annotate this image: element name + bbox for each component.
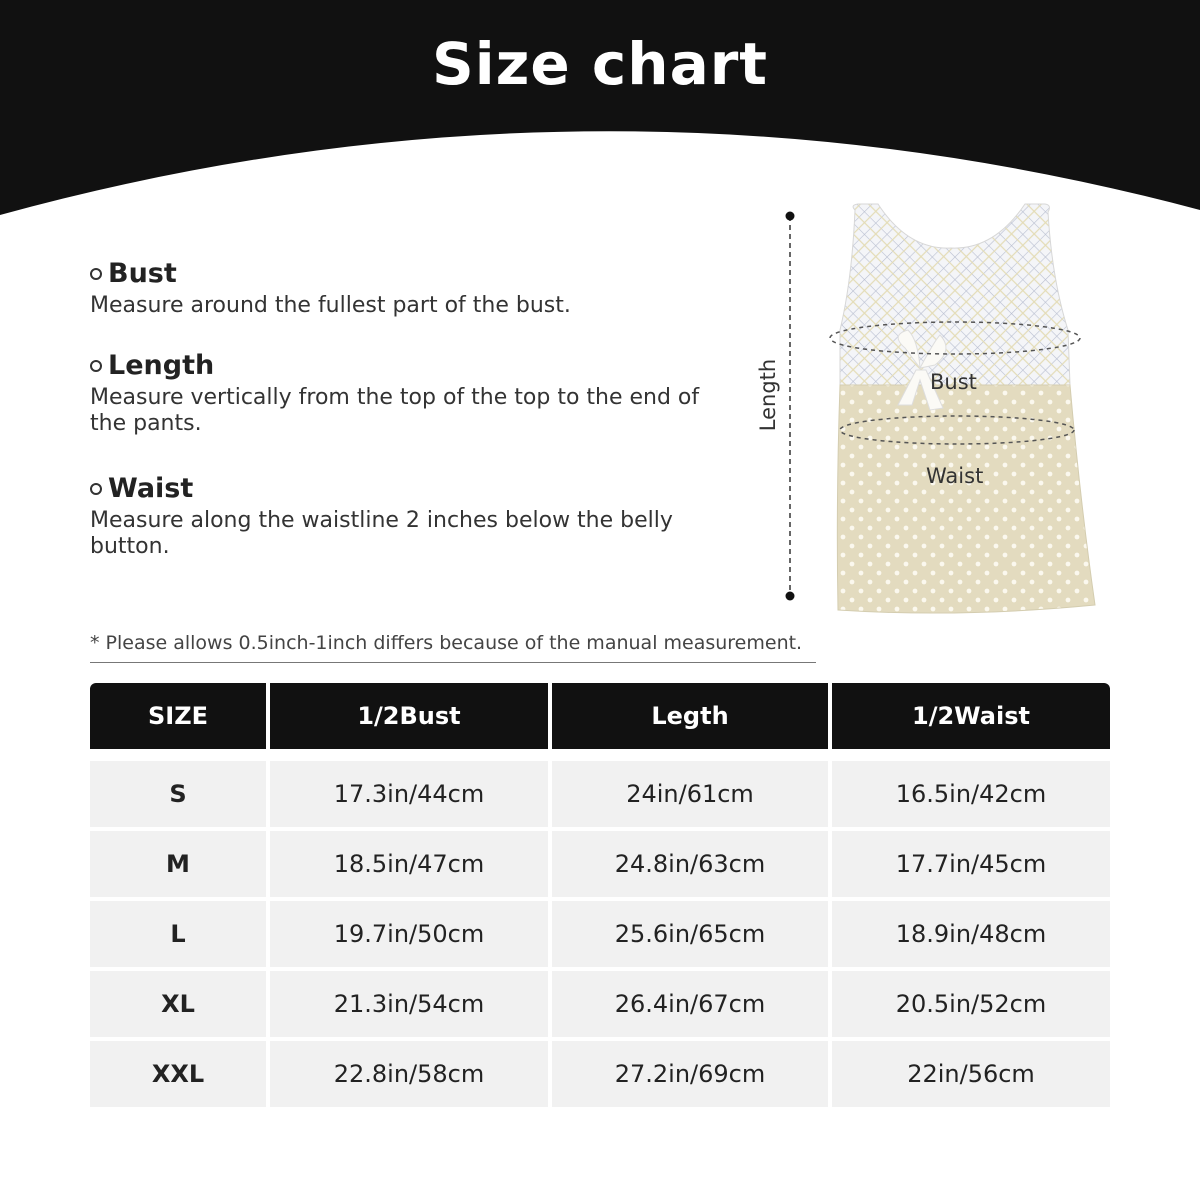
size-cell: M bbox=[90, 831, 266, 897]
measure-title: Bust bbox=[108, 258, 177, 289]
header-cell: Legth bbox=[552, 683, 828, 749]
measure-waist bbox=[90, 473, 730, 560]
bullet-circle-icon bbox=[90, 360, 102, 372]
waist-cell: 22in/56cm bbox=[832, 1041, 1110, 1107]
measure-description: Measure vertically from the top of the top to the end of the pants. bbox=[90, 385, 700, 436]
size-cell: XL bbox=[90, 971, 266, 1037]
page-title: Size chart bbox=[431, 30, 769, 98]
size-cell: S bbox=[90, 761, 266, 827]
header-banner bbox=[0, 0, 1200, 220]
measurement-note: * Please allows 0.5inch-1inch differs because of the manual measurement. bbox=[90, 632, 816, 663]
length-label: Length bbox=[756, 358, 780, 432]
length-cell: 24in/61cm bbox=[552, 761, 828, 827]
bullet-circle-icon bbox=[90, 483, 102, 495]
header-cell: 1/2Bust bbox=[270, 683, 548, 749]
table-row bbox=[90, 901, 1110, 967]
length-cell: 26.4in/67cm bbox=[552, 971, 828, 1037]
table-row bbox=[90, 971, 1110, 1037]
measure-description: Measure along the waistline 2 inches below the belly button. bbox=[90, 508, 673, 559]
bust-cell: 18.5in/47cm bbox=[270, 831, 548, 897]
bullet-circle-icon bbox=[90, 268, 102, 280]
size-cell: XXL bbox=[90, 1041, 266, 1107]
table-row bbox=[90, 761, 1110, 827]
measure-length bbox=[90, 350, 730, 437]
waist-cell: 16.5in/42cm bbox=[832, 761, 1110, 827]
table-header-row bbox=[90, 683, 1110, 749]
measure-title: Waist bbox=[108, 473, 194, 504]
bust-cell: 22.8in/58cm bbox=[270, 1041, 548, 1107]
table-row bbox=[90, 831, 1110, 897]
table-row bbox=[90, 1041, 1110, 1107]
header-cell: SIZE bbox=[90, 683, 266, 749]
waist-cell: 18.9in/48cm bbox=[832, 901, 1110, 967]
measure-description: Measure around the fullest part of the bust. bbox=[90, 293, 571, 318]
length-cell: 24.8in/63cm bbox=[552, 831, 828, 897]
measure-bust bbox=[90, 258, 730, 319]
garment-diagram bbox=[740, 200, 1100, 620]
bust-cell: 19.7in/50cm bbox=[270, 901, 548, 967]
size-cell: L bbox=[90, 901, 266, 967]
size-table bbox=[90, 683, 1110, 1111]
bust-cell: 17.3in/44cm bbox=[270, 761, 548, 827]
waist-label: Waist bbox=[926, 464, 984, 488]
bust-cell: 21.3in/54cm bbox=[270, 971, 548, 1037]
waist-cell: 17.7in/45cm bbox=[832, 831, 1110, 897]
waist-cell: 20.5in/52cm bbox=[832, 971, 1110, 1037]
measure-title: Length bbox=[108, 350, 215, 381]
length-cell: 27.2in/69cm bbox=[552, 1041, 828, 1107]
length-cell: 25.6in/65cm bbox=[552, 901, 828, 967]
tank-top-illustration bbox=[740, 200, 1100, 620]
header-cell: 1/2Waist bbox=[832, 683, 1110, 749]
bust-label: Bust bbox=[930, 370, 977, 394]
